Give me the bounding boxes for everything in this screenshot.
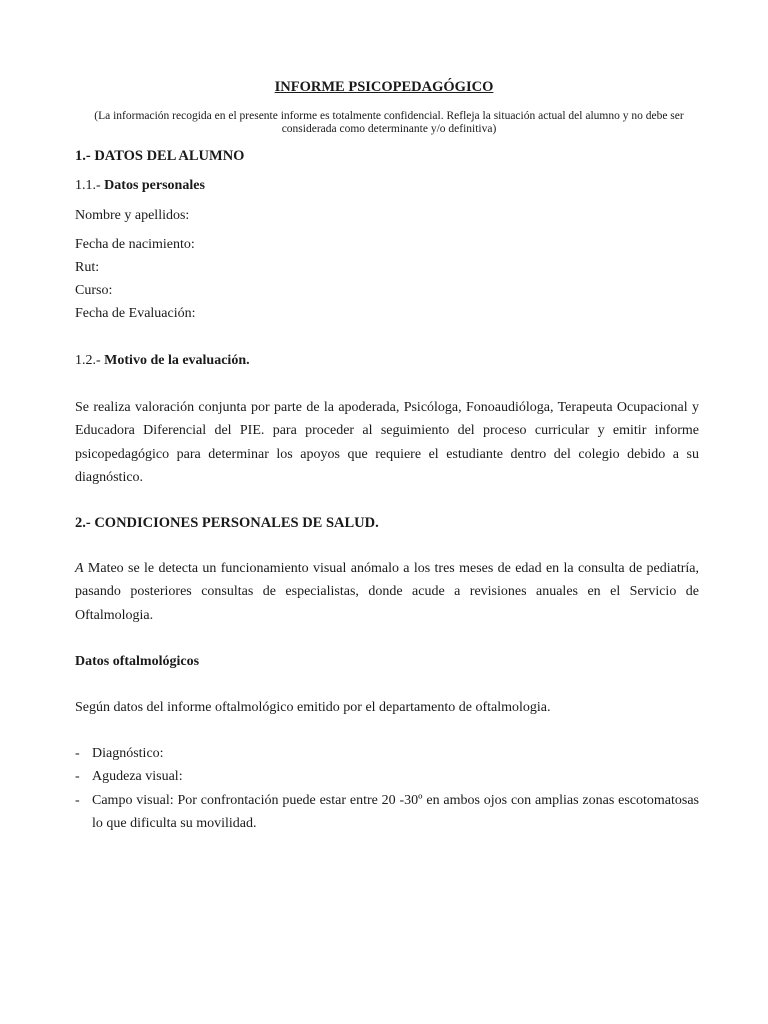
section-2-heading: 2.- CONDICIONES PERSONALES DE SALUD. xyxy=(75,515,379,531)
health-paragraph xyxy=(75,557,699,627)
ophthalmology-intro: Según datos del informe oftalmológico emitido por el departamento de oftalmologia. xyxy=(75,700,551,715)
field-nombre: Nombre y apellidos: xyxy=(75,208,190,223)
bullet-diagnostico: Diagnóstico: xyxy=(92,746,164,761)
confidentiality-note: (La información recogida en el presente informe es totalmente confidencial. Refleja la situación actual del alumno y no debe ser considerada como determinante y/o definitiva) xyxy=(94,110,684,135)
document-title: INFORME PSICOPEDAGÓGICO xyxy=(274,79,494,95)
bullet-item xyxy=(75,789,699,836)
bullet-item xyxy=(75,765,699,788)
evaluation-reason-paragraph: Se realiza valoración conjunta por parte de la apoderada, Psicóloga, Fonoaudióloga, Terapeuta Ocupacional y Educadora Diferencial del PIE. para proceder al seguimiento del proceso curricular y emitir informe psicopedagógico para determinar los apoyos que requiere el estudiante dentro del colegio debido a su diagnóstico. xyxy=(75,400,699,485)
bullet-dash: - xyxy=(75,746,80,761)
bullet-dash: - xyxy=(75,769,80,784)
subsection-1-2-number: 1.2.- xyxy=(75,353,105,368)
bullet-dash: - xyxy=(75,793,80,808)
section-1-heading: 1.- DATOS DEL ALUMNO xyxy=(75,148,245,164)
subsection-1-2-heading xyxy=(75,352,250,370)
subsection-1-2-title: Motivo de la evaluación. xyxy=(104,353,250,368)
health-paragraph-lead: A xyxy=(75,561,84,576)
subsection-1-1-number: 1.1.- xyxy=(75,178,105,193)
bullet-agudeza-visual: Agudeza visual: xyxy=(92,769,183,784)
field-rut: Rut: xyxy=(75,260,100,275)
health-paragraph-text: Mateo se le detecta un funcionamiento visual anómalo a los tres meses de edad en la consulta de pediatría, pasando posteriores consultas de especialistas, donde acude a revisiones anuales en el Servicio de Oftalmologia. xyxy=(75,561,699,623)
subsection-1-1-heading xyxy=(75,177,205,195)
ophthalmology-subheading: Datos oftalmológicos xyxy=(75,654,200,669)
bullet-item xyxy=(75,742,699,765)
field-fecha-evaluacion: Fecha de Evaluación: xyxy=(75,306,196,321)
field-curso: Curso: xyxy=(75,283,113,298)
bullet-campo-visual: Campo visual: Por confrontación puede estar entre 20 -30º en ambos ojos con amplias zonas escotomatosas lo que dificulta su movilidad. xyxy=(92,793,699,832)
field-fecha-nacimiento: Fecha de nacimiento: xyxy=(75,237,195,252)
subsection-1-1-title: Datos personales xyxy=(104,178,205,193)
